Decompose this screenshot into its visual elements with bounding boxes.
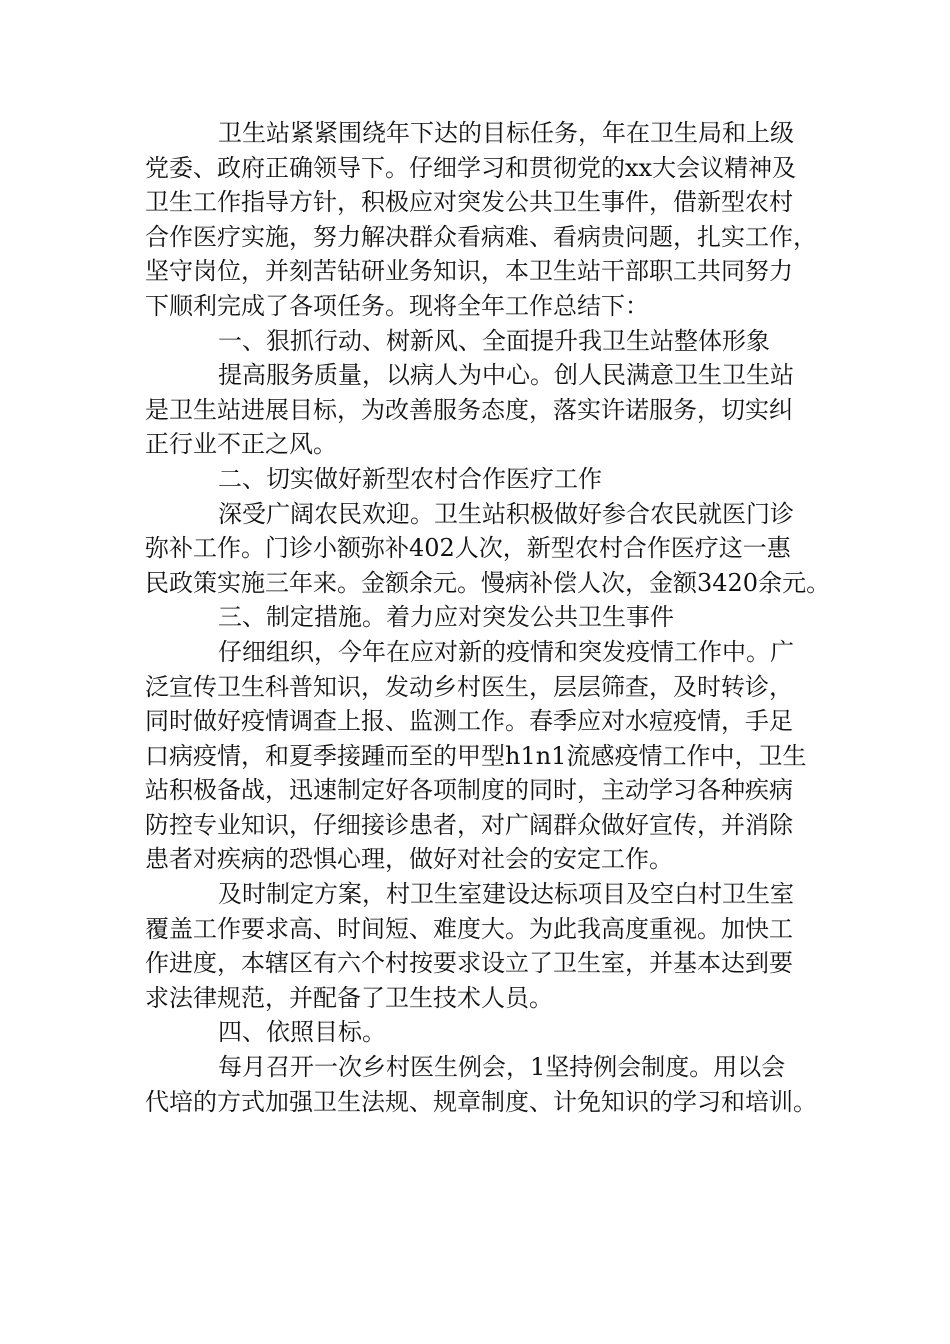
text-line: 一、狠抓行动、树新风、全面提升我卫生站整体形象 [218, 326, 770, 355]
text-line: 下顺利完成了各项任务。现将全年工作总结下： [145, 291, 649, 320]
text-line: 民政策实施三年来。金额余元。慢病补偿人次，金额3420余元。 [145, 568, 831, 597]
text-line: 三、制定措施。着力应对突发公共卫生事件 [218, 603, 674, 632]
body-paragraph [145, 116, 825, 324]
text-line: 防控专业知识，仔细接诊患者，对广阔群众做好宣传，并消除 [145, 810, 793, 839]
text-line: 正行业不正之风。 [145, 430, 337, 459]
text-line: 代培的方式加强卫生法规、规章制度、计免知识的学习和培训。 [145, 1087, 817, 1116]
text-line: 合作医疗实施，努力解决群众看病难、看病贵问题，扎实工作， [145, 222, 817, 251]
body-paragraph [145, 358, 825, 462]
section-heading [145, 600, 825, 635]
text-line: 卫生工作指导方针，积极应对突发公共卫生事件，借新型农村 [145, 188, 793, 217]
body-paragraph [145, 635, 825, 877]
text-line: 仔细组织，今年在应对新的疫情和突发疫情工作中。广 [218, 637, 794, 666]
text-line: 作进度，本辖区有六个村按要求设立了卫生室，并基本达到要 [145, 949, 793, 978]
body-paragraph [145, 1050, 825, 1119]
text-line: 口病疫情，和夏季接踵而至的甲型h1n1流感疫情工作中，卫生 [145, 741, 807, 770]
text-line: 站积极备战，迅速制定好各项制度的同时，主动学习各种疾病 [145, 776, 793, 805]
text-line: 四、依照目标。 [218, 1018, 386, 1047]
text-line: 覆盖工作要求高、时间短、难度大。为此我高度重视。加快工 [145, 914, 793, 943]
body-paragraph [145, 497, 831, 601]
text-line: 党委、政府正确领导下。仔细学习和贯彻党的xx大会议精神及 [145, 153, 797, 182]
text-line: 泛宣传卫生科普知识，发动乡村医生，层层筛查，及时转诊， [145, 672, 793, 701]
text-line: 是卫生站进展目标，为改善服务态度，落实许诺服务，切实纠 [145, 395, 793, 424]
section-heading [145, 462, 825, 497]
text-line: 及时制定方案，村卫生室建设达标项目及空白村卫生室 [218, 880, 794, 909]
document-body [145, 116, 831, 1119]
text-line: 每月召开一次乡村医生例会，1坚持例会制度。用以会 [218, 1053, 786, 1082]
text-line: 深受广阔农民欢迎。卫生站积极做好参合农民就医门诊 [218, 499, 794, 528]
text-line: 求法律规范，并配备了卫生技术人员。 [145, 983, 553, 1012]
text-line: 提高服务质量，以病人为中心。创人民满意卫生卫生站 [218, 361, 794, 390]
text-line: 坚守岗位，并刻苦钻研业务知识，本卫生站干部职工共同努力 [145, 257, 793, 286]
section-heading [145, 324, 825, 359]
text-line: 弥补工作。门诊小额弥补402人次，新型农村合作医疗这一惠 [145, 534, 791, 563]
text-line: 卫生站紧紧围绕年下达的目标任务，年在卫生局和上级 [218, 119, 794, 147]
text-line: 同时做好疫情调查上报、监测工作。春季应对水痘疫情，手足 [145, 707, 793, 736]
body-paragraph [145, 877, 825, 1015]
text-line: 二、切实做好新型农村合作医疗工作 [218, 464, 602, 493]
text-line: 患者对疾病的恐惧心理，做好对社会的安定工作。 [145, 845, 673, 874]
section-heading [145, 1015, 825, 1050]
